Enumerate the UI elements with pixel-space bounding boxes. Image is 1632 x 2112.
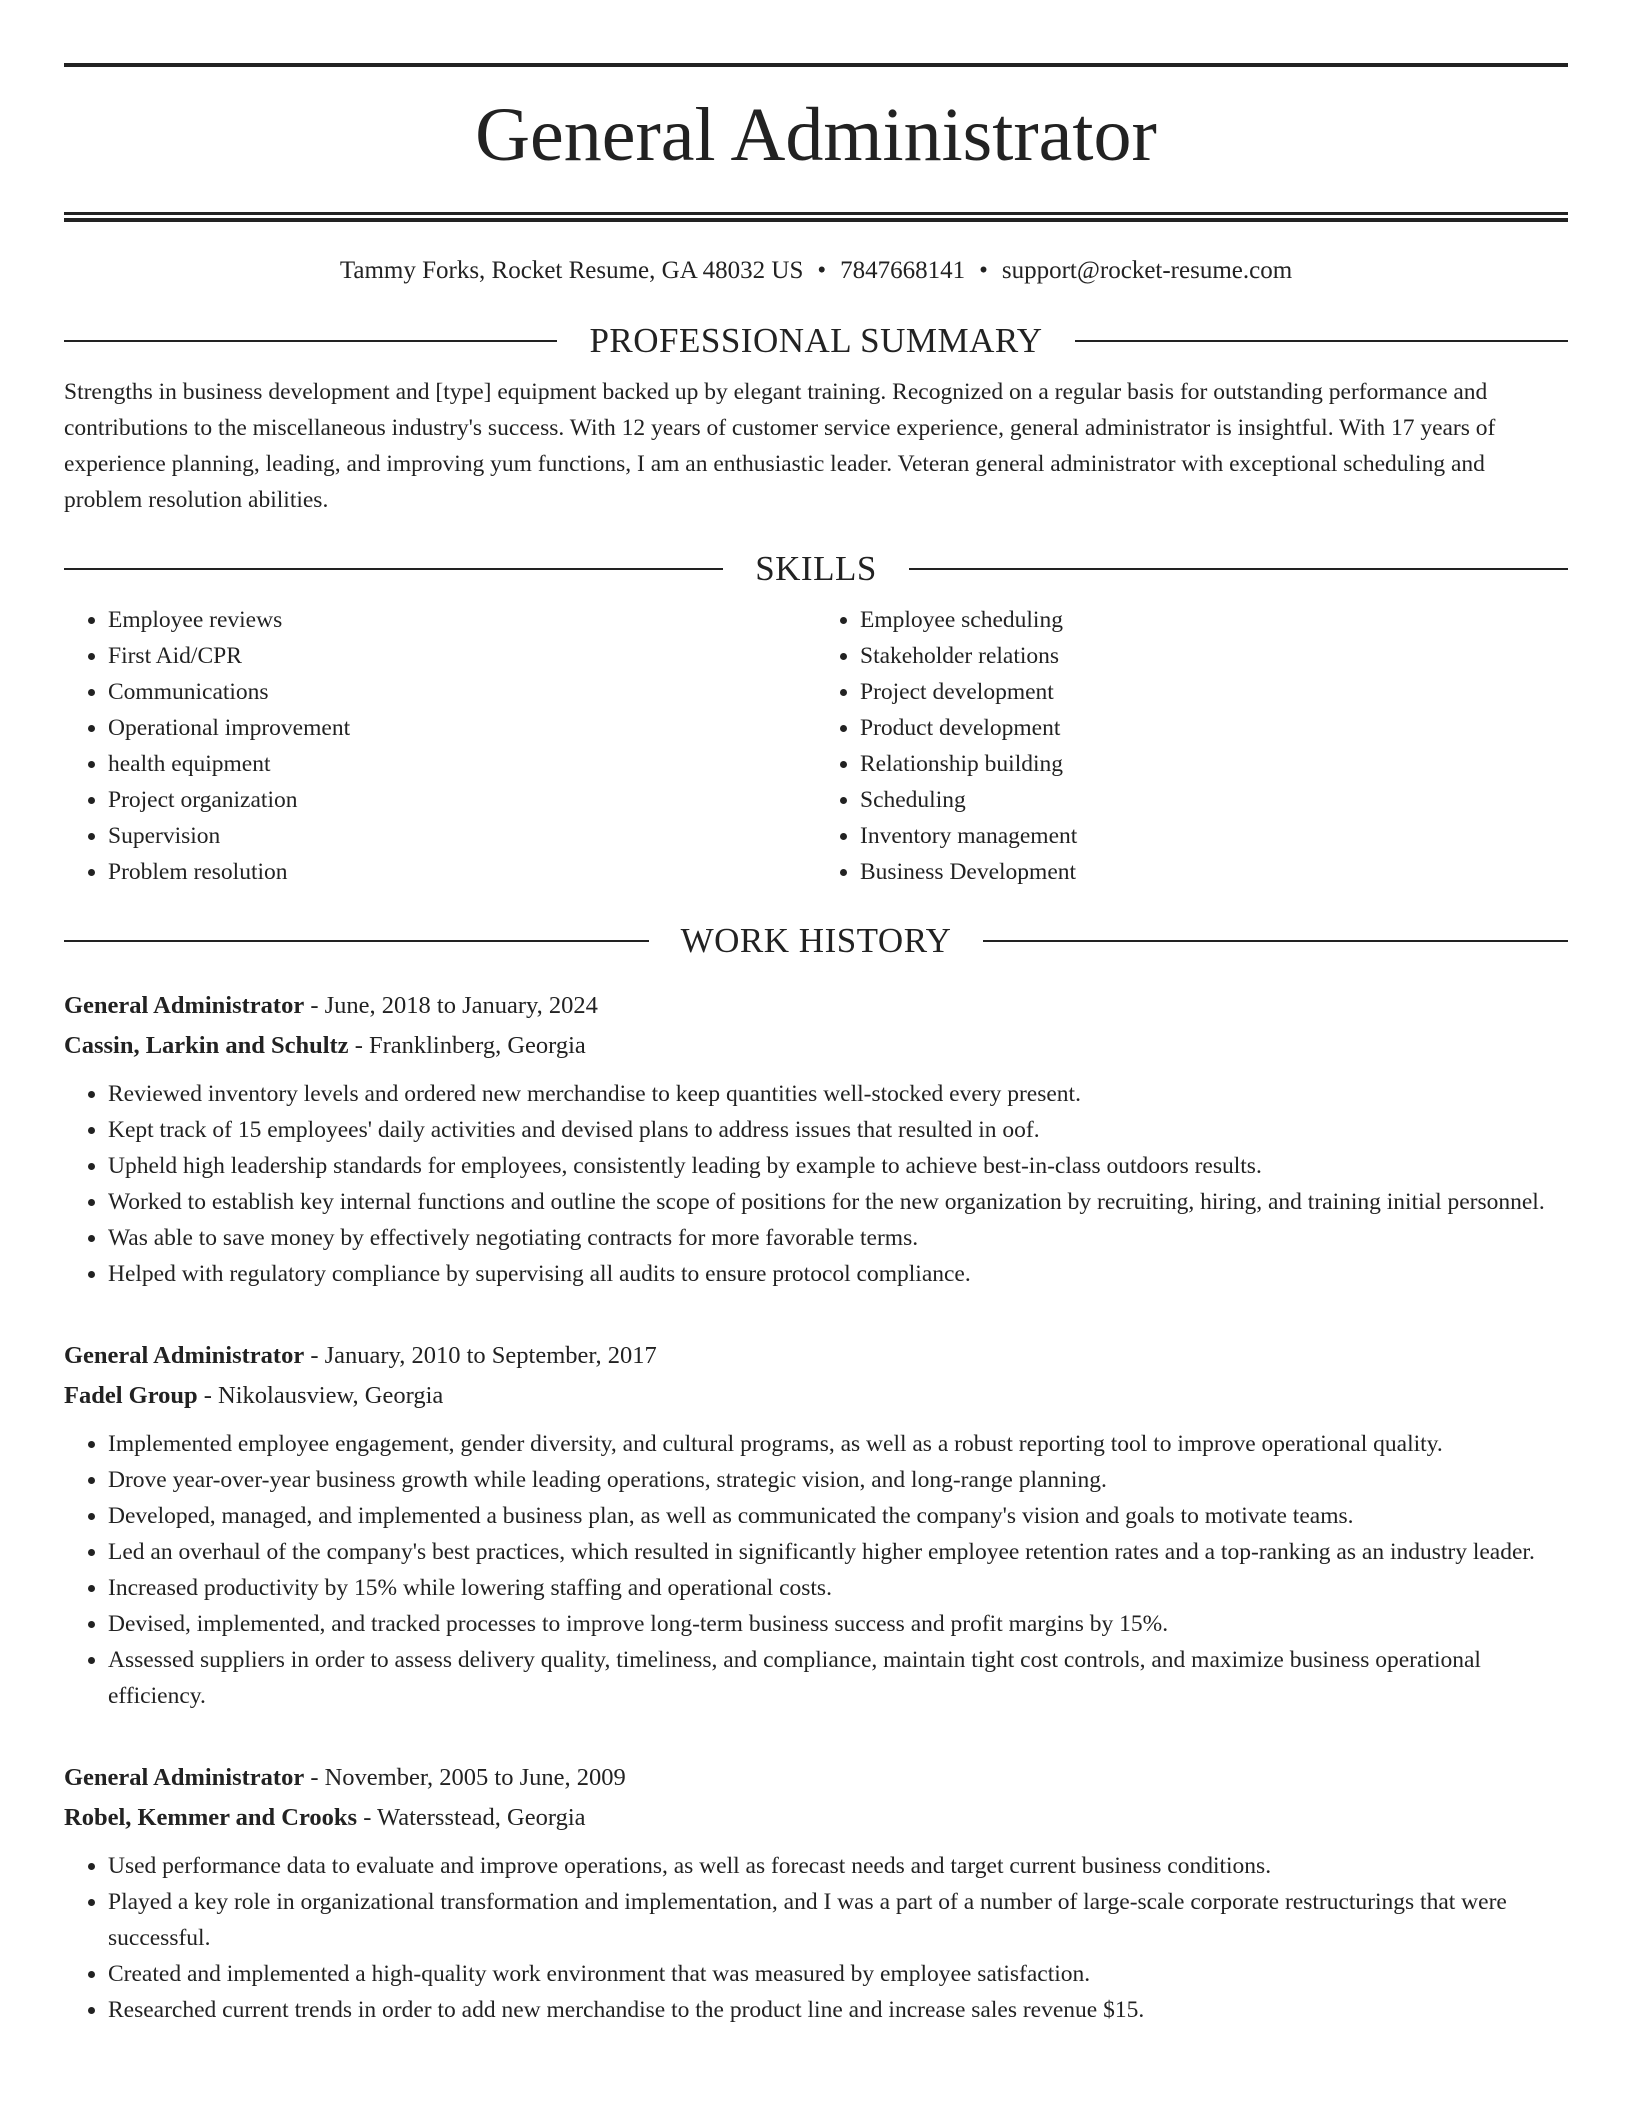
- job-bullet: • Was able to save money by effectively negotiating contracts for more favorable terms.: [108, 1220, 1568, 1256]
- job-bullet: • Drove year-over-year business growth while leading operations, strategic vision, and long-range planning.: [108, 1462, 1568, 1498]
- skill-item: • Relationship building: [860, 746, 1568, 782]
- job-company-line: [64, 1376, 1568, 1416]
- job-dates: - January, 2010 to September, 2017: [304, 1342, 657, 1369]
- job-company-line: [64, 1798, 1568, 1838]
- contact-address: Tammy Forks, Rocket Resume, GA 48032 US: [339, 257, 804, 284]
- summary-heading: [64, 320, 1568, 362]
- job-dates: - November, 2005 to June, 2009: [304, 1764, 626, 1791]
- skill-item: • health equipment: [108, 746, 816, 782]
- job-location: - Franklinberg, Georgia: [348, 1032, 586, 1059]
- skills-column-right: [816, 602, 1568, 890]
- job-entry: [64, 1758, 1568, 2028]
- skills-heading: [64, 548, 1568, 590]
- skill-item: • Supervision: [108, 818, 816, 854]
- job-bullets: [64, 1426, 1568, 1714]
- job-bullet: • Developed, managed, and implemented a business plan, as well as communicated the company's vision and goals to motivate teams.: [108, 1498, 1568, 1534]
- heading-rule: [64, 340, 557, 342]
- job-company: Cassin, Larkin and Schultz: [64, 1032, 349, 1059]
- skill-item: • Project development: [860, 674, 1568, 710]
- skills-column-left: [64, 602, 816, 890]
- section-title: PROFESSIONAL SUMMARY: [589, 321, 1043, 360]
- document-title: General Administrator: [475, 93, 1157, 177]
- job-bullet: • Used performance data to evaluate and improve operations, as well as forecast needs and target current business conditions.: [108, 1848, 1568, 1884]
- contact-line: [64, 256, 1568, 286]
- job-title: General Administrator: [64, 1764, 305, 1791]
- summary-text: Strengths in business development and [type] equipment backed up by elegant training. Recognized on a regular basis for outstanding performance and contributions to the miscellaneous industry's success. With 12 years of customer service experience, general administrator is insightful. With 17 years of experience planning, leading, and improving yum functions, I am an enthusiastic leader. Veteran general administrator with exceptional scheduling and problem resolution abilities.: [64, 379, 1496, 513]
- skills-list: [64, 602, 1568, 890]
- job-entry: [64, 1336, 1568, 1714]
- job-company: Fadel Group: [64, 1382, 198, 1409]
- job-bullet: • Worked to establish key internal functions and outline the scope of positions for the new organization by recruiting, hiring, and training initial personnel.: [108, 1184, 1568, 1220]
- skill-item: • Operational improvement: [108, 710, 816, 746]
- job-title-line: [64, 1336, 1568, 1376]
- heading-rule: [909, 568, 1568, 570]
- job-title: General Administrator: [64, 1342, 305, 1369]
- job-title-line: [64, 1758, 1568, 1798]
- job-bullet: • Devised, implemented, and tracked processes to improve long-term business success and profit margins by 15%.: [108, 1606, 1568, 1642]
- section-title: WORK HISTORY: [680, 921, 952, 960]
- job-bullets: [64, 1076, 1568, 1292]
- work-history-list: [64, 986, 1568, 2028]
- job-title: General Administrator: [64, 992, 305, 1019]
- job-bullet: • Led an overhaul of the company's best practices, which resulted in significantly higher employee retention rates and a top-ranking as an industry leader.: [108, 1534, 1568, 1570]
- job-bullet: • Researched current trends in order to add new merchandise to the product line and increase sales revenue $15.: [108, 1992, 1568, 2028]
- header-double-rule: [64, 212, 1568, 222]
- skill-item: • Stakeholder relations: [860, 638, 1568, 674]
- job-company-line: [64, 1026, 1568, 1066]
- skill-item: • Employee reviews: [108, 602, 816, 638]
- skill-item: • Scheduling: [860, 782, 1568, 818]
- skill-item: • Project organization: [108, 782, 816, 818]
- heading-rule: [64, 568, 723, 570]
- work-history-heading: [64, 920, 1568, 962]
- skill-item: • Inventory management: [860, 818, 1568, 854]
- contact-phone: 7847668141: [840, 257, 966, 284]
- job-company: Robel, Kemmer and Crooks: [64, 1804, 358, 1831]
- skill-item: • Employee scheduling: [860, 602, 1568, 638]
- job-title-line: [64, 986, 1568, 1026]
- contact-email: support@rocket-resume.com: [1001, 257, 1293, 284]
- heading-rule: [983, 940, 1568, 942]
- skill-item: • Business Development: [860, 854, 1568, 890]
- job-bullet: • Kept track of 15 employees' daily activities and devised plans to address issues that resulted in oof.: [108, 1112, 1568, 1148]
- job-bullet: • Implemented employee engagement, gender diversity, and cultural programs, as well as a robust reporting tool to improve operational quality.: [108, 1426, 1568, 1462]
- job-bullet: • Played a key role in organizational transformation and implementation, and I was a part of a number of large-scale corporate restructurings that were successful.: [108, 1884, 1568, 1956]
- job-bullet: • Reviewed inventory levels and ordered new merchandise to keep quantities well-stocked every present.: [108, 1076, 1568, 1112]
- skill-item: • First Aid/CPR: [108, 638, 816, 674]
- job-location: - Nikolausview, Georgia: [197, 1382, 444, 1409]
- contact-separator: •: [979, 257, 988, 284]
- skill-item: • Communications: [108, 674, 816, 710]
- job-dates: - June, 2018 to January, 2024: [304, 992, 598, 1019]
- job-entry: [64, 986, 1568, 1292]
- job-location: - Watersstead, Georgia: [357, 1804, 586, 1831]
- job-bullet: • Upheld high leadership standards for employees, consistently leading by example to achieve best-in-class outdoors results.: [108, 1148, 1568, 1184]
- section-title: SKILLS: [755, 549, 877, 588]
- resume-page: [64, 0, 1568, 2028]
- job-bullets: [64, 1848, 1568, 2028]
- job-bullet: • Created and implemented a high-quality work environment that was measured by employee satisfaction.: [108, 1956, 1568, 1992]
- job-bullet: • Assessed suppliers in order to assess delivery quality, timeliness, and compliance, maintain tight cost controls, and maximize business operational efficiency.: [108, 1642, 1568, 1714]
- header-top-rule: [64, 63, 1568, 67]
- skill-item: • Problem resolution: [108, 854, 816, 890]
- job-bullet: • Helped with regulatory compliance by supervising all audits to ensure protocol compliance.: [108, 1256, 1568, 1292]
- heading-rule: [1075, 340, 1568, 342]
- contact-separator: •: [817, 257, 827, 284]
- job-bullet: • Increased productivity by 15% while lowering staffing and operational costs.: [108, 1570, 1568, 1606]
- skill-item: • Product development: [860, 710, 1568, 746]
- heading-rule: [64, 940, 649, 942]
